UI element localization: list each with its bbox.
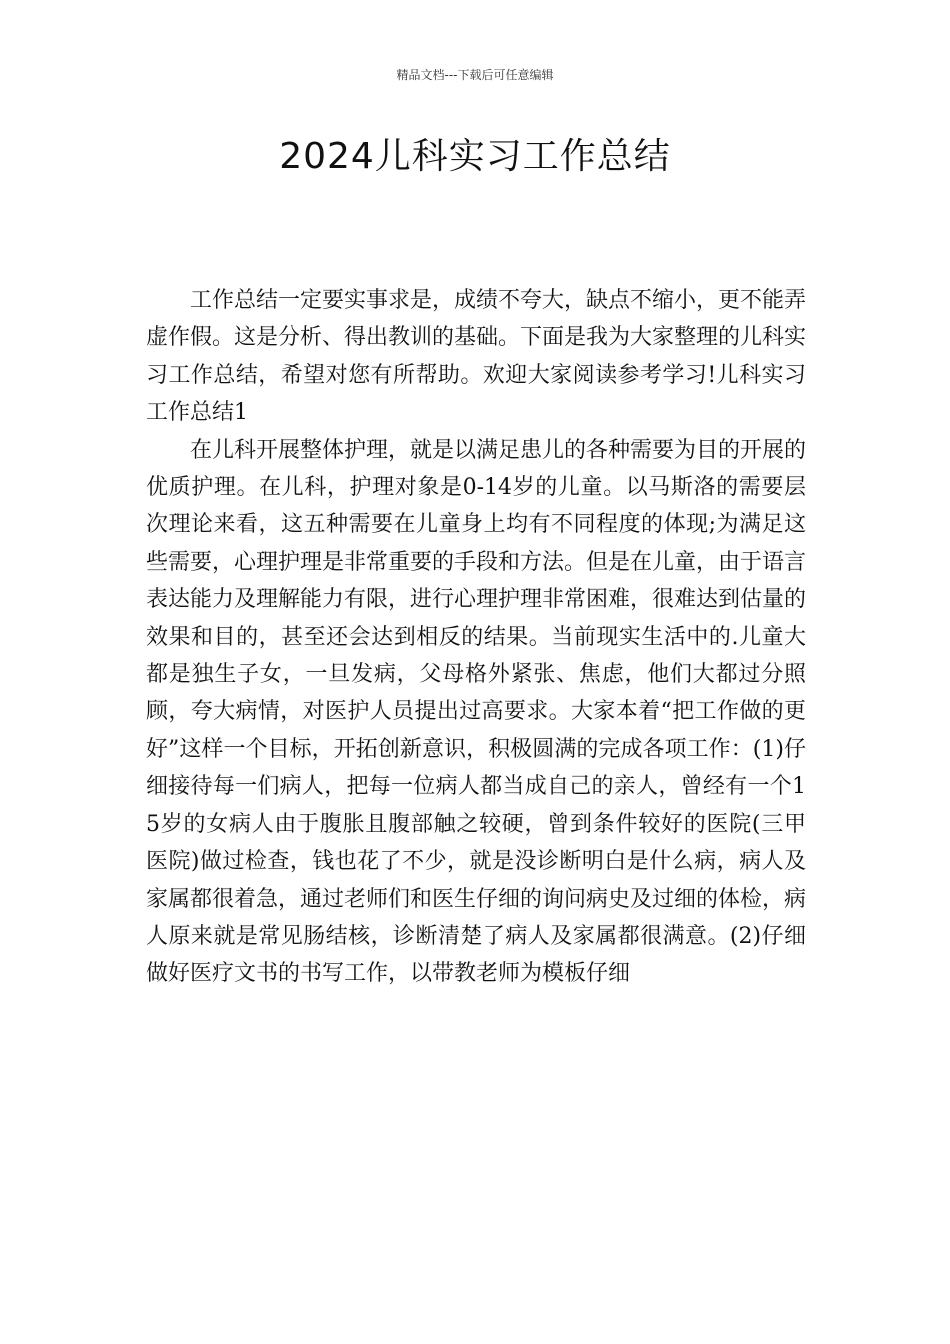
document-title: 2024儿科实习工作总结 [279, 136, 671, 177]
header-note: 精品文档---下载后可任意编辑 [396, 68, 554, 82]
paragraph-intro: 工作总结一定要实事求是，成绩不夸大，缺点不缩小，更不能弄虚作假。这是分析、得出教训的基础。下面是我为大家整理的儿科实习工作总结，希望对您有所帮助。欢迎大家阅读参考学习!儿科实习工作总结1 [146, 288, 807, 426]
document-body [146, 282, 806, 993]
paragraph-summary-1: 在儿科开展整体护理，就是以满足患儿的各种需要为目的开展的优质护理。在儿科，护理对象是0-14岁的儿童。以马斯洛的需要层次理论来看，这五种需要在儿童身上均有不同程度的体现;为满足这些需要，心理护理是非常重要的手段和方法。但是在儿童，由于语言表达能力及理解能力有限，进行心理护理非常困难，很难达到估量的效果和目的，甚至还会达到相反的结果。当前现实生活中的.儿童大都是独生子女，一旦发病，父母格外紧张、焦虑，他们大都过分照顾，夸大病情，对医护人员提出过高要求。大家本着“把工作做的更好”这样一个目标，开拓创新意识，积极圆满的完成各项工作：(1)仔细接待每一们病人，把每一位病人都当成自己的亲人，曾经有一个15岁的女病人由于腹胀且腹部触之较硬，曾到条件较好的医院(三甲医院)做过检查，钱也花了不少，就是没诊断明白是什么病，病人及家属都很着急，通过老师们和医生仔细的询问病史及过细的体检，病人原来就是常见肠结核，诊断清楚了病人及家属都很满意。(2)仔细做好医疗文书的书写工作，以带教老师为模板仔细 [146, 437, 807, 987]
